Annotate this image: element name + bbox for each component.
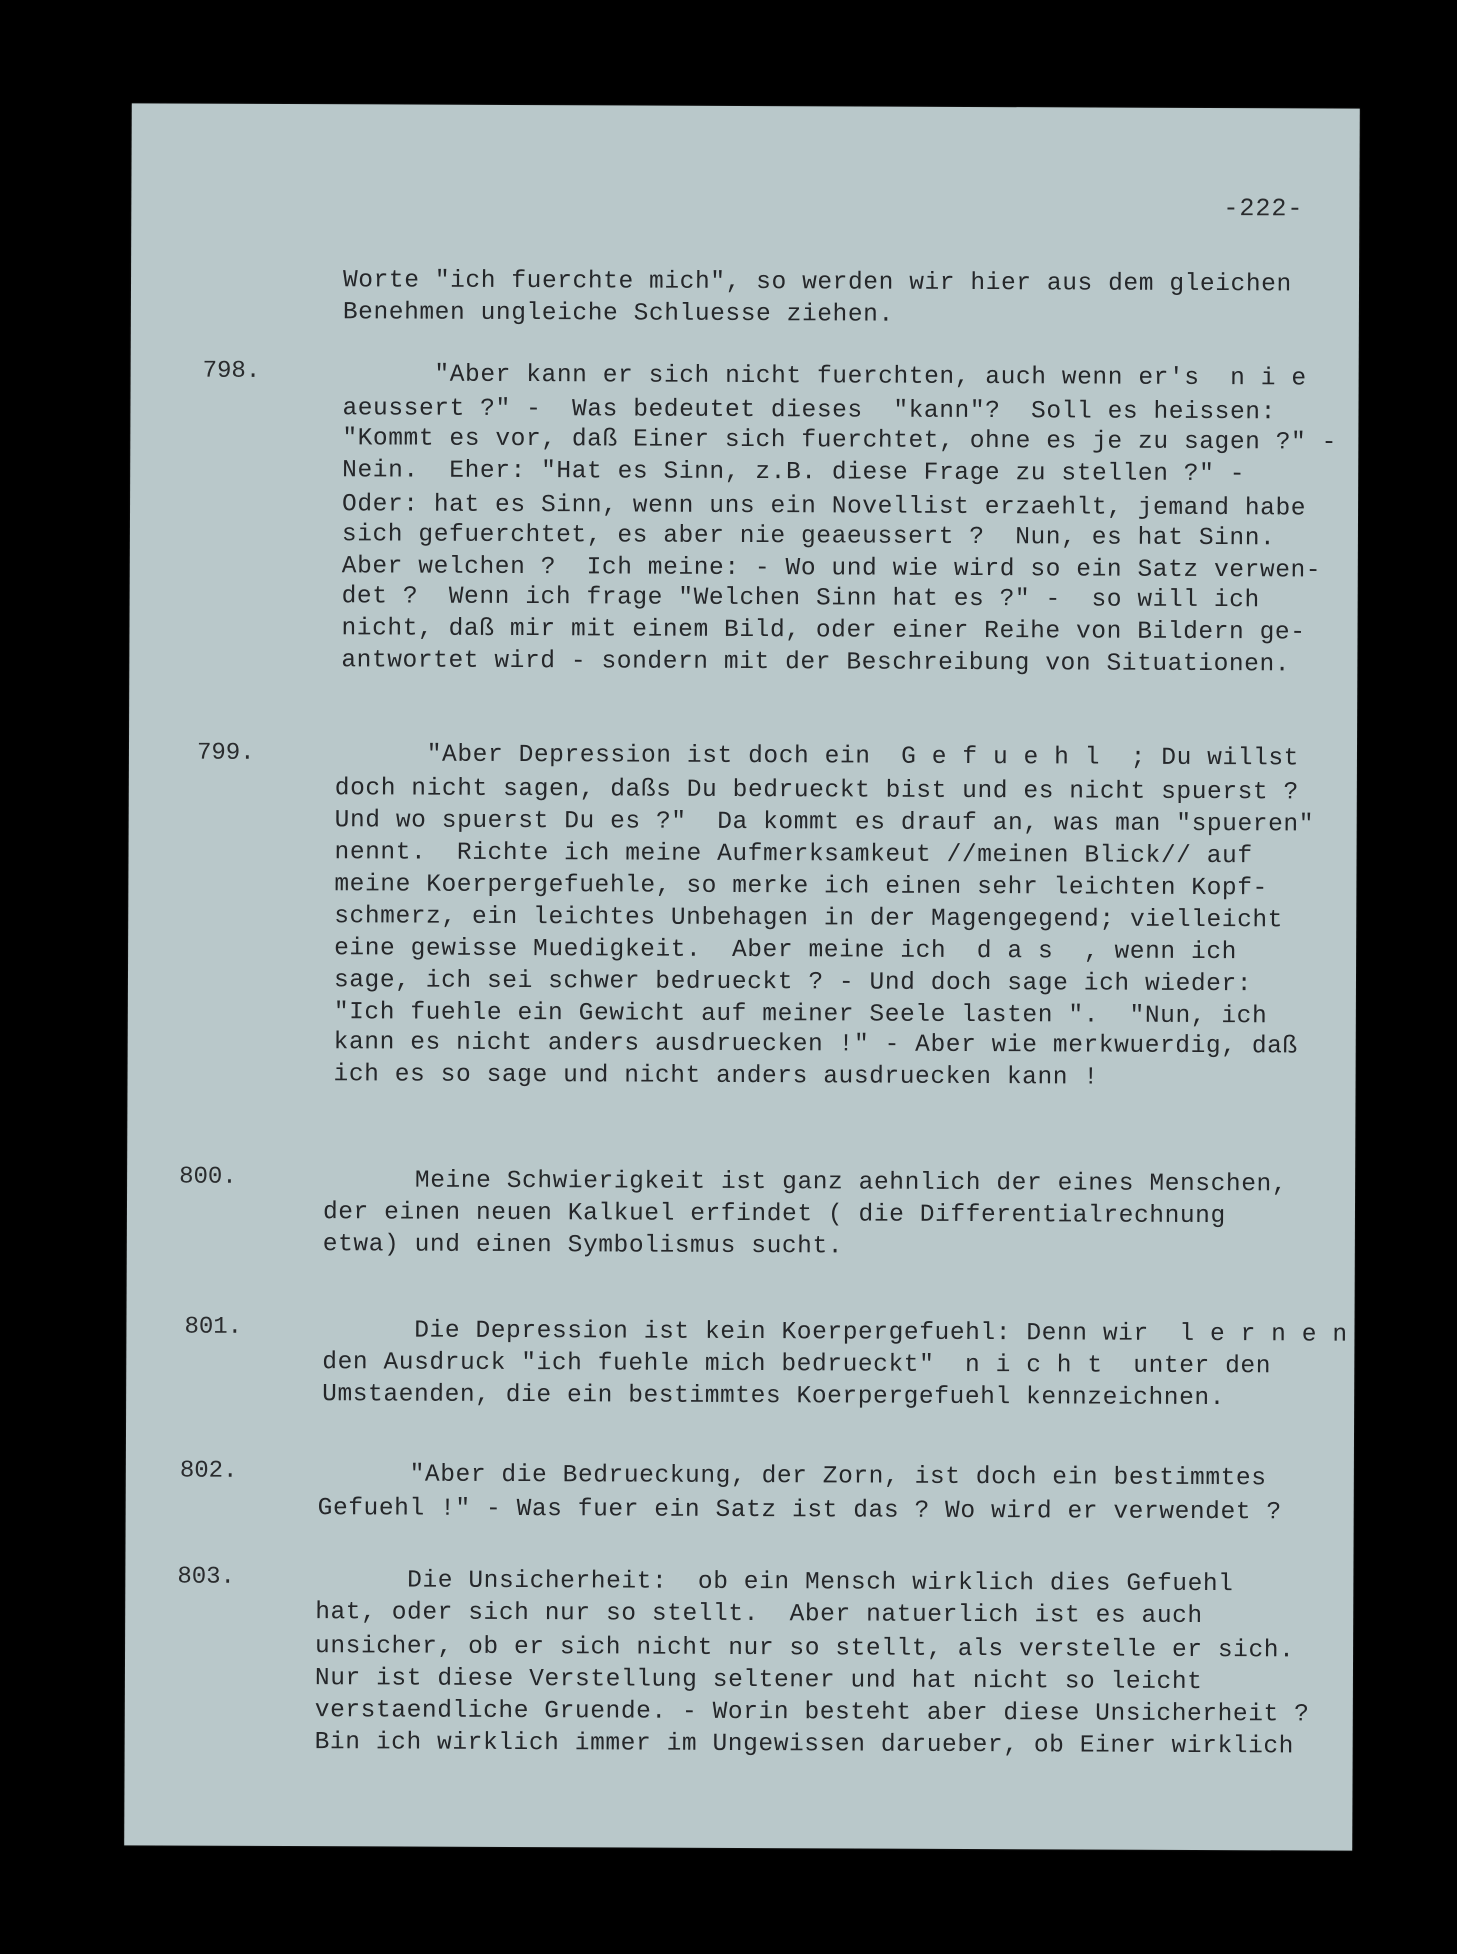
text-line: Nur ist diese Verstellung seltener und hat nicht so leicht: [314, 1665, 1203, 1697]
text-line: Umstaenden, die ein bestimmtes Koerpergefuehl kennzeichnen.: [322, 1381, 1226, 1413]
text-line: Nein. Eher: "Hat es Sinn, z.B. diese Frage zu stellen ?" -: [342, 457, 1246, 489]
text-line: Worte "ich fuerchte mich", so werden wir hier aus dem gleichen: [342, 267, 1292, 299]
text-line: Und wo spuerst Du es ?" Da kommt es drauf an, was man "spueren": [334, 807, 1315, 839]
paragraph-number: 802.: [179, 1457, 238, 1485]
text-line: der einen neuen Kalkuel erfindet ( die Differentialrechnung: [322, 1199, 1226, 1231]
text-line: meine Koerpergefuehle, so merke ich einen sehr leichten Kopf-: [334, 871, 1268, 903]
text-line: Aber welchen ? Ich meine: - Wo und wie wird so ein Satz verwen-: [341, 553, 1322, 585]
text-line: "Aber die Bedrueckung, der Zorn, ist doch ein bestimmtes: [317, 1461, 1267, 1493]
text-line: Meine Schwierigkeit ist ganz aehnlich der eines Menschen,: [323, 1167, 1288, 1199]
text-line: "Ich fuehle ein Gewicht auf meiner Seele lasten ". "Nun, ich: [333, 999, 1268, 1031]
typescript-page: [124, 103, 1360, 1850]
paragraph-number: 803.: [177, 1563, 236, 1591]
text-line: ich es so sage und nicht anders ausdruecken kann !: [333, 1061, 1099, 1092]
text-line: det ? Wenn ich frage "Welchen Sinn hat es ?" - so will ich: [341, 583, 1260, 615]
text-line: sich gefuerchtet, es aber nie geaeussert ? Nun, es hat Sinn.: [341, 521, 1276, 553]
text-line: nennt. Richte ich meine Aufmerksamkeut //meinen Blick// auf: [334, 839, 1253, 871]
text-line: "Kommt es vor, daß Einer sich fuerchtet, ohne es je zu sagen ?" -: [342, 425, 1338, 457]
paragraph-number: 799.: [196, 739, 255, 767]
text-line: Gefuehl !" - Was fuer ein Satz ist das ? Wo wird er verwendet ?: [317, 1495, 1282, 1527]
text-line: hat, oder sich nur so stellt. Aber natuerlich ist es auch: [315, 1599, 1203, 1631]
text-line: "Aber Depression ist doch ein G e f u e h l ; Du willst: [334, 741, 1300, 773]
paragraph-number: 800.: [179, 1163, 237, 1191]
text-line: sage, ich sei schwer bedrueckt ? - Und doch sage ich wieder:: [333, 967, 1253, 999]
paragraph-number: 798.: [202, 357, 261, 385]
text-line: verstaendliche Gruende. - Worin besteht aber diese Unsicherheit ?: [314, 1697, 1310, 1729]
text-line: etwa) und einen Symbolismus sucht.: [322, 1231, 844, 1261]
text-line: Benehmen ungleiche Schluesse ziehen.: [342, 299, 894, 329]
text-line: antwortet wird - sondern mit der Beschreibung von Situationen.: [341, 647, 1291, 679]
text-line: Oder: hat es Sinn, wenn uns ein Novellist erzaehlt, jemand habe: [341, 491, 1307, 523]
text-line: doch nicht sagen, daßs Du bedrueckt bist und es nicht spuerst ?: [334, 775, 1299, 807]
text-line: aeussert ?" - Was bedeutet dieses "kann"? Soll es heissen:: [342, 395, 1276, 427]
text-line: eine gewisse Muedigkeit. Aber meine ich d a s , wenn ich: [334, 935, 1238, 967]
paragraph-number: 801.: [184, 1313, 243, 1341]
text-line: Die Depression ist kein Koerpergefuehl: Denn wir l e r n e n: [322, 1317, 1348, 1349]
page-number: -222-: [1223, 194, 1304, 224]
text-line: "Aber kann er sich nicht fuerchten, auch wenn er's n i e: [342, 361, 1307, 393]
text-line: kann es nicht anders ausdruecken !" - Aber wie merkwuerdig, daß: [333, 1029, 1298, 1061]
text-line: unsicher, ob er sich nicht nur so stellt, als verstelle er sich.: [315, 1633, 1295, 1665]
text-line: schmerz, ein leichtes Unbehagen in der Magengegend; vielleicht: [334, 903, 1284, 935]
text-line: Die Unsicherheit: ob ein Mensch wirklich dies Gefuehl: [315, 1567, 1234, 1599]
text-line: Bin ich wirklich immer im Ungewissen darueber, ob Einer wirklich: [314, 1729, 1295, 1761]
text-line: nicht, daß mir mit einem Bild, oder einer Reihe von Bildern ge-: [341, 615, 1306, 647]
text-line: den Ausdruck "ich fuehle mich bedrueckt" n i c h t unter den: [322, 1349, 1272, 1381]
